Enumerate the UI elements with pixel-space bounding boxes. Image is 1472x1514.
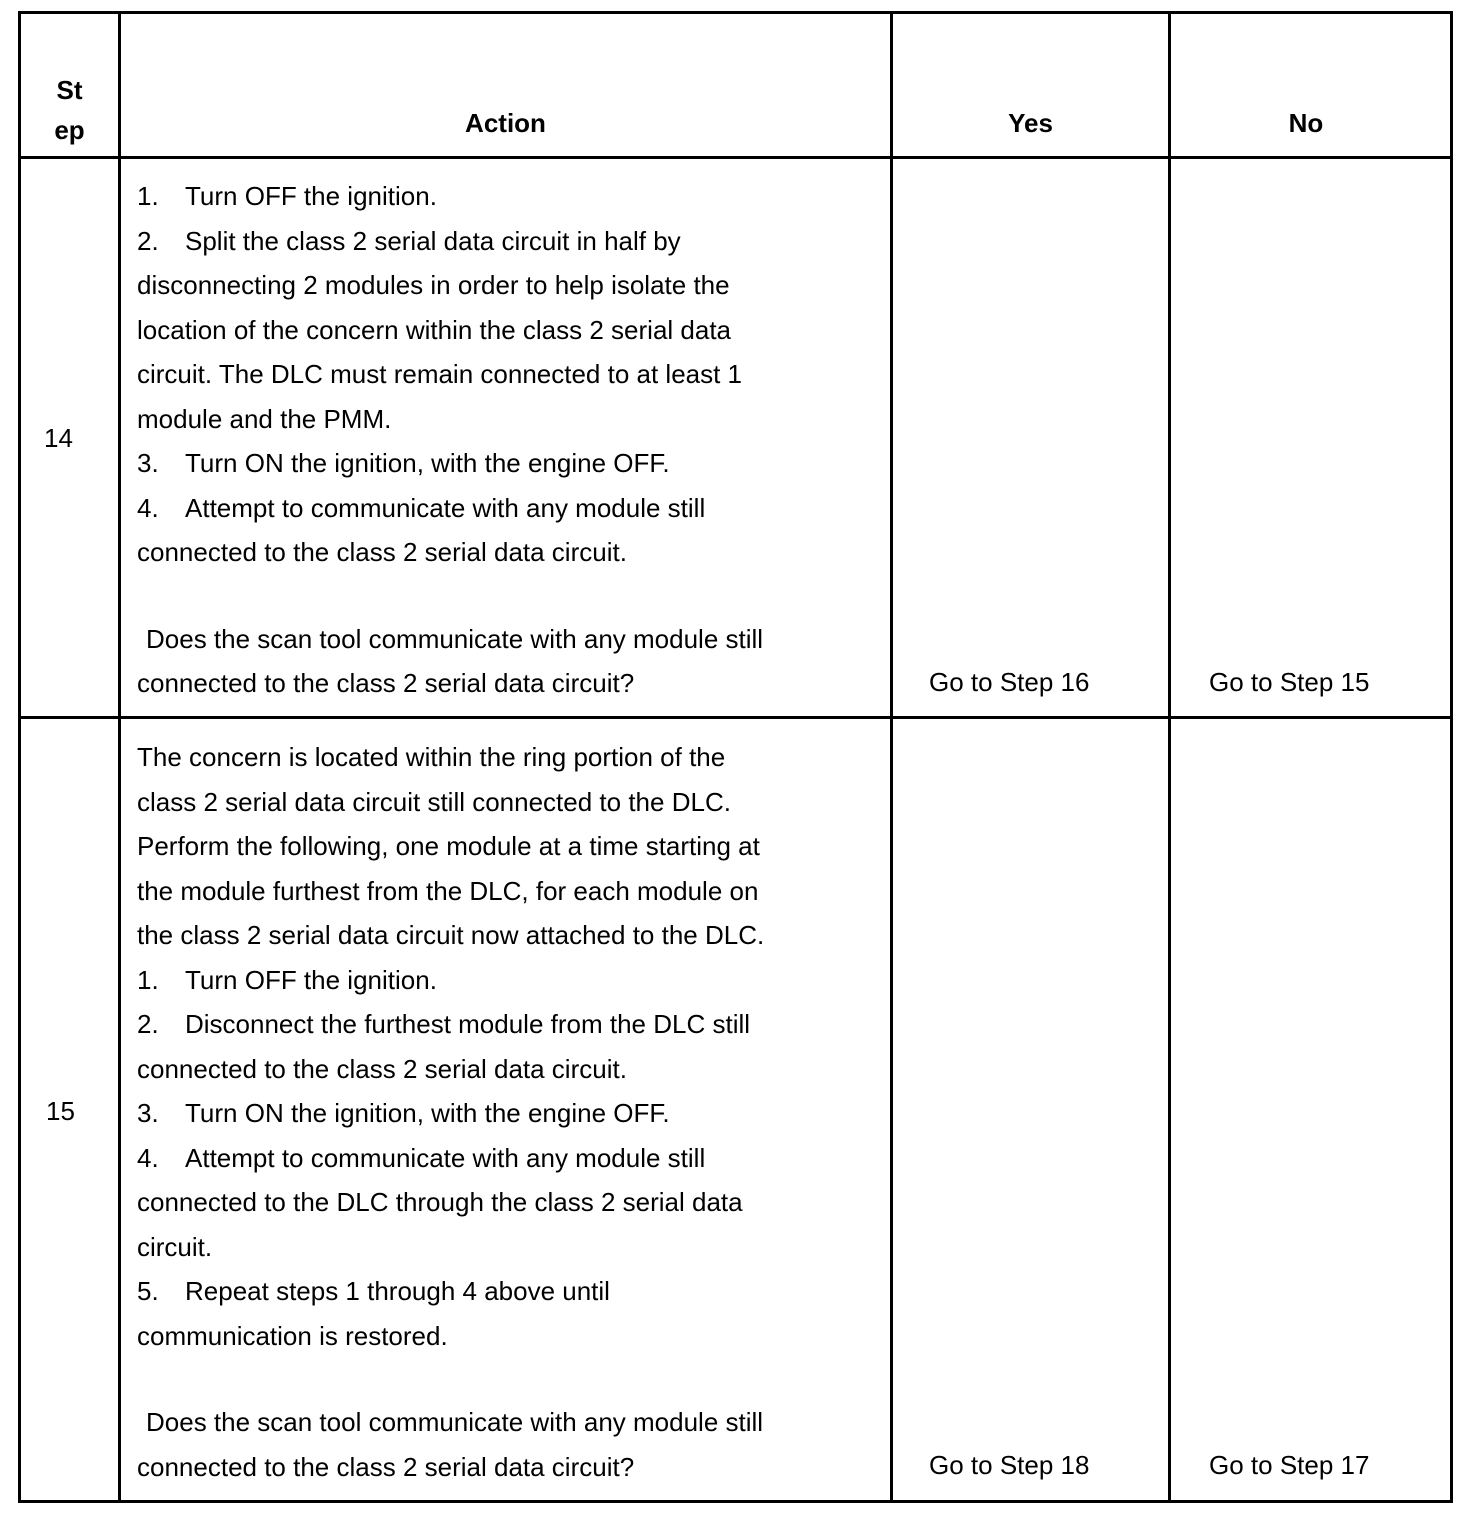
- no-goto: Go to Step 17: [1209, 1450, 1370, 1480]
- line-number: 2.: [137, 1009, 159, 1039]
- line-text: circuit. The DLC must remain connected to at least 1: [137, 359, 743, 389]
- line-number: 2.: [137, 225, 159, 256]
- action-line: [137, 1136, 877, 1181]
- line-text: class 2 serial data circuit still connected to the DLC.: [137, 786, 731, 817]
- action-line: [137, 735, 877, 780]
- line-text: the class 2 serial data circuit now attached to the DLC.: [137, 920, 765, 950]
- line-text: Disconnect the furthest module from the DLC still: [185, 1009, 751, 1039]
- line-text: circuit.: [137, 1231, 213, 1262]
- line-text: The concern is located within the ring portion of the: [137, 742, 726, 772]
- question-line: Does the scan tool communicate with any module still: [146, 623, 764, 654]
- step-number: 15: [46, 1096, 75, 1126]
- action-line: [137, 780, 877, 825]
- action-cell: [137, 174, 877, 706]
- line-text: Turn ON the ignition, with the engine OFF.: [185, 1098, 670, 1128]
- action-line: [137, 1225, 877, 1270]
- line-text: Attempt to communicate with any module still: [185, 492, 706, 523]
- line-text: Turn OFF the ignition.: [185, 181, 437, 211]
- line-text: connected to the class 2 serial data circuit.: [137, 537, 627, 567]
- action-line: [137, 824, 877, 869]
- action-line: [137, 397, 877, 442]
- yes-goto: Go to Step 16: [929, 667, 1090, 697]
- line-number: 3.: [137, 448, 159, 478]
- header-yes: Yes: [1008, 108, 1053, 138]
- line-text: location of the concern within the class 2 serial data: [137, 314, 732, 345]
- action-line: [137, 441, 877, 486]
- line-text: the module furthest from the DLC, for each module on: [137, 875, 759, 906]
- action-line: [137, 530, 877, 575]
- line-number: 4.: [137, 1142, 159, 1173]
- action-line: [137, 1002, 877, 1047]
- line-text: Split the class 2 serial data circuit in half by: [185, 225, 681, 256]
- column-divider-yes: [1168, 11, 1171, 1503]
- action-line: [137, 1269, 877, 1314]
- action-cell: [137, 735, 877, 1489]
- line-text: Attempt to communicate with any module still: [185, 1142, 706, 1173]
- header-divider: [18, 156, 1453, 159]
- yes-goto: Go to Step 18: [929, 1450, 1090, 1480]
- header-step: [21, 70, 118, 150]
- action-line: [137, 263, 877, 308]
- action-line: [137, 869, 877, 914]
- action-line: [137, 352, 877, 397]
- line-number: 1.: [137, 964, 159, 995]
- line-text: disconnecting 2 modules in order to help isolate the: [137, 270, 730, 300]
- question-line: connected to the class 2 serial data circuit?: [137, 668, 635, 698]
- action-line: [137, 174, 877, 219]
- step-number: 14: [44, 423, 73, 453]
- action-line: [137, 219, 877, 264]
- action-line: [137, 958, 877, 1003]
- line-text: Turn OFF the ignition.: [185, 964, 437, 995]
- line-text: communication is restored.: [137, 1320, 448, 1351]
- header-step-line2: ep: [54, 115, 85, 145]
- action-line: [137, 913, 877, 958]
- action-line: [137, 1047, 877, 1092]
- line-number: 4.: [137, 492, 159, 523]
- row-divider: [18, 716, 1453, 719]
- line-number: 3.: [137, 1098, 159, 1128]
- line-text: Repeat steps 1 through 4 above until: [185, 1276, 610, 1306]
- line-text: Perform the following, one module at a time starting at: [137, 831, 760, 861]
- question-line: connected to the class 2 serial data circuit?: [137, 1451, 635, 1482]
- action-line: [137, 1091, 877, 1136]
- line-text: connected to the DLC through the class 2 serial data: [137, 1187, 743, 1217]
- header-step-line1: St: [56, 75, 83, 105]
- line-number: 5.: [137, 1276, 159, 1306]
- header-no: No: [1288, 108, 1324, 138]
- action-line: [137, 308, 877, 353]
- column-divider-action: [890, 11, 893, 1503]
- line-text: Turn ON the ignition, with the engine OFF.: [185, 448, 670, 478]
- action-line: [137, 486, 877, 531]
- question-line: Does the scan tool communicate with any module still: [146, 1407, 764, 1437]
- no-goto: Go to Step 15: [1209, 667, 1370, 697]
- line-number: 1.: [137, 181, 159, 211]
- line-text: module and the PMM.: [137, 403, 392, 434]
- column-divider-step: [118, 11, 121, 1503]
- header-action: Action: [465, 108, 546, 138]
- line-text: connected to the class 2 serial data circuit.: [137, 1053, 627, 1084]
- action-line: [137, 1314, 877, 1359]
- action-line: [137, 1180, 877, 1225]
